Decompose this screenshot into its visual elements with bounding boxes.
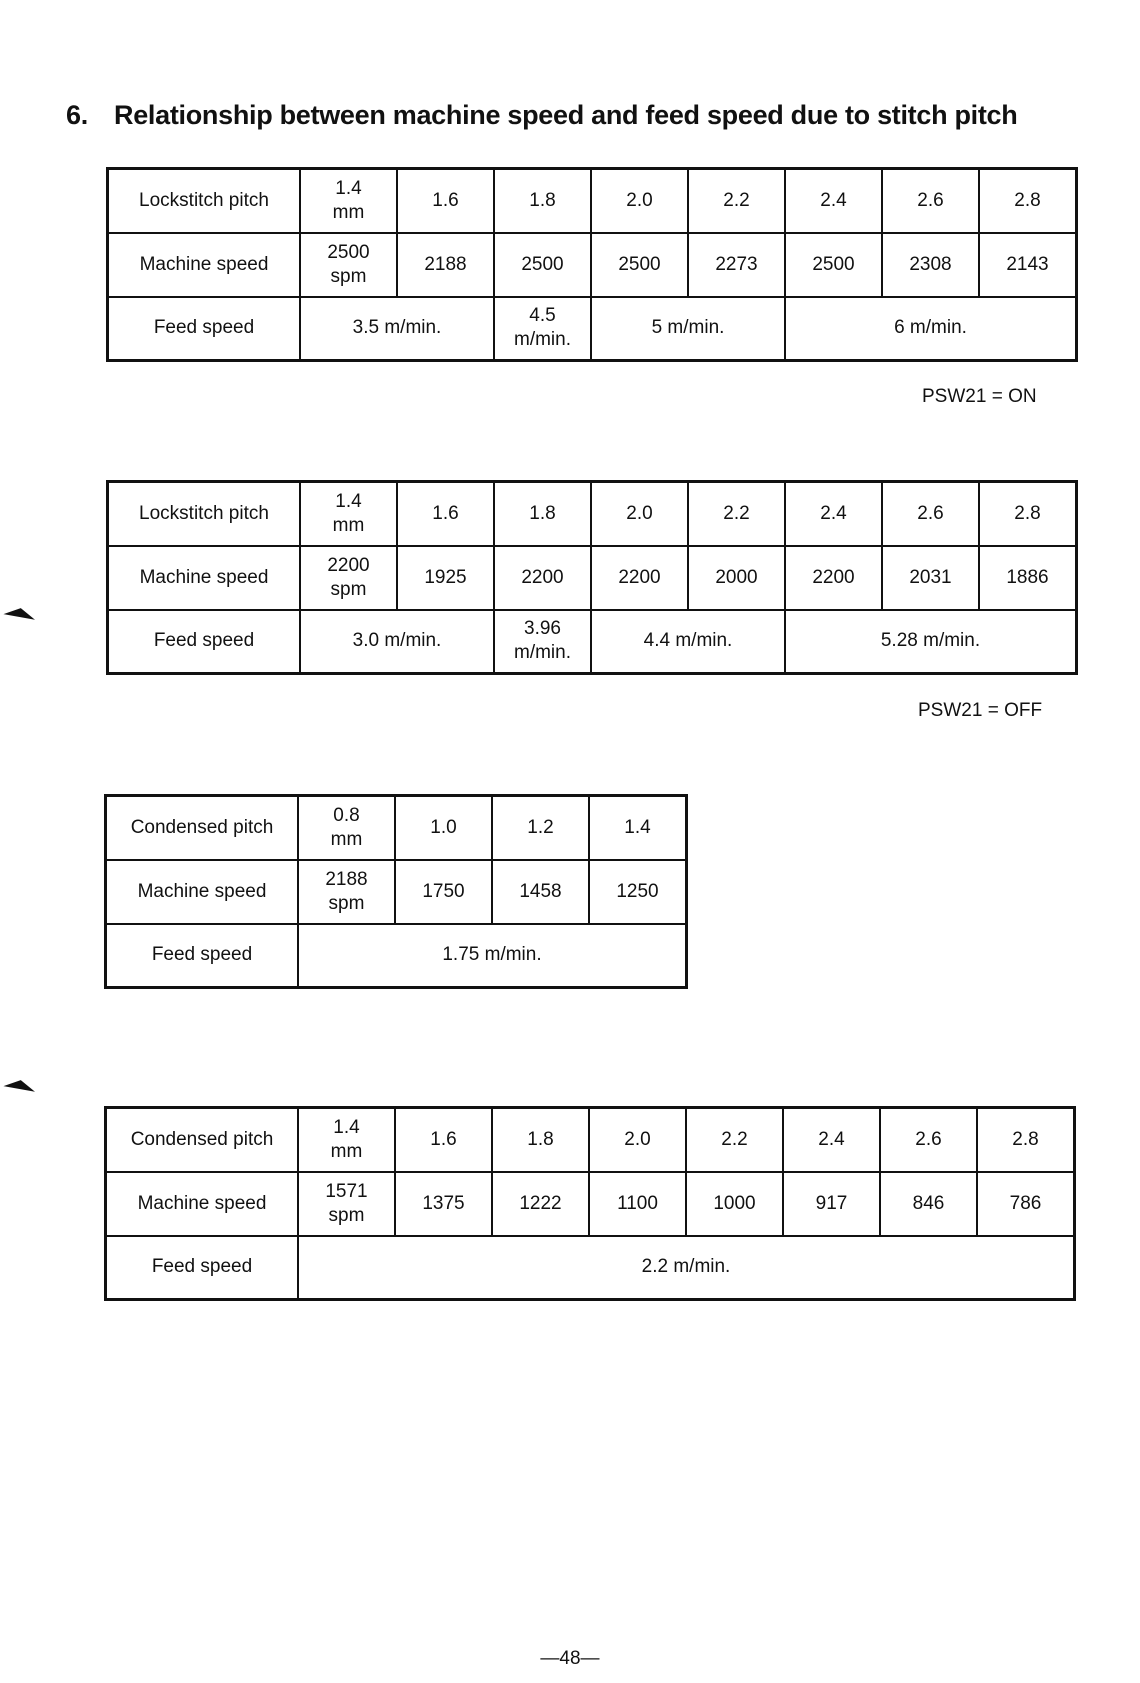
pitch-cell: 2.6 bbox=[882, 482, 979, 546]
row-label: Lockstitch pitch bbox=[108, 482, 301, 546]
pitch-cell: 1.4 mm bbox=[298, 1108, 395, 1172]
feed-cell: 5.28 m/min. bbox=[785, 610, 1077, 674]
condensed-table-short bbox=[104, 794, 688, 989]
feed-cell: 5 m/min. bbox=[591, 297, 785, 361]
margin-mark-icon bbox=[3, 1077, 36, 1091]
speed-cell: 2500 bbox=[591, 233, 688, 297]
row-label: Machine speed bbox=[106, 1172, 299, 1236]
row-label: Condensed pitch bbox=[106, 796, 299, 860]
table-row bbox=[106, 1236, 1075, 1300]
feed-cell: 4.4 m/min. bbox=[591, 610, 785, 674]
page-number: —48— bbox=[540, 1648, 600, 1669]
speed-cell: 786 bbox=[977, 1172, 1075, 1236]
pitch-cell: 2.4 bbox=[785, 169, 882, 233]
pitch-cell: 2.8 bbox=[979, 169, 1077, 233]
pitch-cell: 1.8 bbox=[494, 169, 591, 233]
speed-cell: 2200 spm bbox=[300, 546, 397, 610]
table-row bbox=[108, 482, 1077, 546]
speed-cell: 2500 spm bbox=[300, 233, 397, 297]
table-row bbox=[106, 1108, 1075, 1172]
table-row bbox=[108, 610, 1077, 674]
speed-cell: 1222 bbox=[492, 1172, 589, 1236]
pitch-cell: 2.0 bbox=[589, 1108, 686, 1172]
speed-cell: 846 bbox=[880, 1172, 977, 1236]
pitch-cell: 1.2 bbox=[492, 796, 589, 860]
table-row bbox=[108, 169, 1077, 233]
feed-cell: 1.75 m/min. bbox=[298, 924, 687, 988]
switch-note: PSW21 = OFF bbox=[918, 700, 1043, 721]
table-row bbox=[106, 1172, 1075, 1236]
speed-cell: 2200 bbox=[591, 546, 688, 610]
feed-cell: 3.0 m/min. bbox=[300, 610, 494, 674]
margin-mark-icon bbox=[3, 605, 36, 619]
table-row bbox=[106, 796, 687, 860]
speed-cell: 1750 bbox=[395, 860, 492, 924]
pitch-cell: 2.4 bbox=[785, 482, 882, 546]
pitch-cell: 2.0 bbox=[591, 169, 688, 233]
feed-cell: 3.96 m/min. bbox=[494, 610, 591, 674]
speed-cell: 2500 bbox=[494, 233, 591, 297]
row-label: Feed speed bbox=[108, 297, 301, 361]
pitch-cell: 1.8 bbox=[492, 1108, 589, 1172]
pitch-cell: 1.4 mm bbox=[300, 482, 397, 546]
row-label: Feed speed bbox=[106, 1236, 299, 1300]
table-row bbox=[108, 233, 1077, 297]
feed-cell: 2.2 m/min. bbox=[298, 1236, 1075, 1300]
pitch-cell: 1.4 mm bbox=[300, 169, 397, 233]
table-row bbox=[106, 860, 687, 924]
pitch-cell: 1.8 bbox=[494, 482, 591, 546]
pitch-cell: 2.8 bbox=[977, 1108, 1075, 1172]
row-label: Lockstitch pitch bbox=[108, 169, 301, 233]
speed-cell: 2200 bbox=[785, 546, 882, 610]
speed-cell: 2188 spm bbox=[298, 860, 395, 924]
speed-cell: 2143 bbox=[979, 233, 1077, 297]
pitch-cell: 2.2 bbox=[688, 482, 785, 546]
lockstitch-table-psw21-on bbox=[106, 167, 1078, 362]
table-row bbox=[108, 297, 1077, 361]
page-title bbox=[66, 100, 1017, 131]
speed-cell: 1458 bbox=[492, 860, 589, 924]
pitch-cell: 1.0 bbox=[395, 796, 492, 860]
row-label: Feed speed bbox=[106, 924, 299, 988]
pitch-cell: 2.2 bbox=[686, 1108, 783, 1172]
pitch-cell: 2.0 bbox=[591, 482, 688, 546]
row-label: Machine speed bbox=[108, 233, 301, 297]
speed-cell: 2500 bbox=[785, 233, 882, 297]
row-label: Feed speed bbox=[108, 610, 301, 674]
speed-cell: 917 bbox=[783, 1172, 880, 1236]
speed-cell: 1925 bbox=[397, 546, 494, 610]
pitch-cell: 2.6 bbox=[882, 169, 979, 233]
table-row bbox=[108, 546, 1077, 610]
section-title: Relationship between machine speed and feed speed due to stitch pitch bbox=[114, 100, 1018, 130]
row-label: Machine speed bbox=[106, 860, 299, 924]
speed-cell: 2308 bbox=[882, 233, 979, 297]
switch-note: PSW21 = ON bbox=[922, 386, 1037, 407]
pitch-cell: 1.4 bbox=[589, 796, 687, 860]
pitch-cell: 2.2 bbox=[688, 169, 785, 233]
pitch-cell: 1.6 bbox=[395, 1108, 492, 1172]
table-row bbox=[106, 924, 687, 988]
section-number: 6. bbox=[66, 100, 88, 130]
row-label: Machine speed bbox=[108, 546, 301, 610]
feed-cell: 6 m/min. bbox=[785, 297, 1077, 361]
pitch-cell: 0.8 mm bbox=[298, 796, 395, 860]
pitch-cell: 1.6 bbox=[397, 482, 494, 546]
pitch-cell: 2.8 bbox=[979, 482, 1077, 546]
speed-cell: 1571 spm bbox=[298, 1172, 395, 1236]
speed-cell: 2273 bbox=[688, 233, 785, 297]
speed-cell: 1886 bbox=[979, 546, 1077, 610]
feed-cell: 3.5 m/min. bbox=[300, 297, 494, 361]
speed-cell: 1250 bbox=[589, 860, 687, 924]
speed-cell: 2188 bbox=[397, 233, 494, 297]
speed-cell: 2031 bbox=[882, 546, 979, 610]
speed-cell: 1000 bbox=[686, 1172, 783, 1236]
row-label: Condensed pitch bbox=[106, 1108, 299, 1172]
speed-cell: 1375 bbox=[395, 1172, 492, 1236]
feed-cell: 4.5 m/min. bbox=[494, 297, 591, 361]
condensed-table-full bbox=[104, 1106, 1076, 1301]
pitch-cell: 1.6 bbox=[397, 169, 494, 233]
pitch-cell: 2.6 bbox=[880, 1108, 977, 1172]
pitch-cell: 2.4 bbox=[783, 1108, 880, 1172]
speed-cell: 2200 bbox=[494, 546, 591, 610]
speed-cell: 1100 bbox=[589, 1172, 686, 1236]
speed-cell: 2000 bbox=[688, 546, 785, 610]
lockstitch-table-psw21-off bbox=[106, 480, 1078, 675]
